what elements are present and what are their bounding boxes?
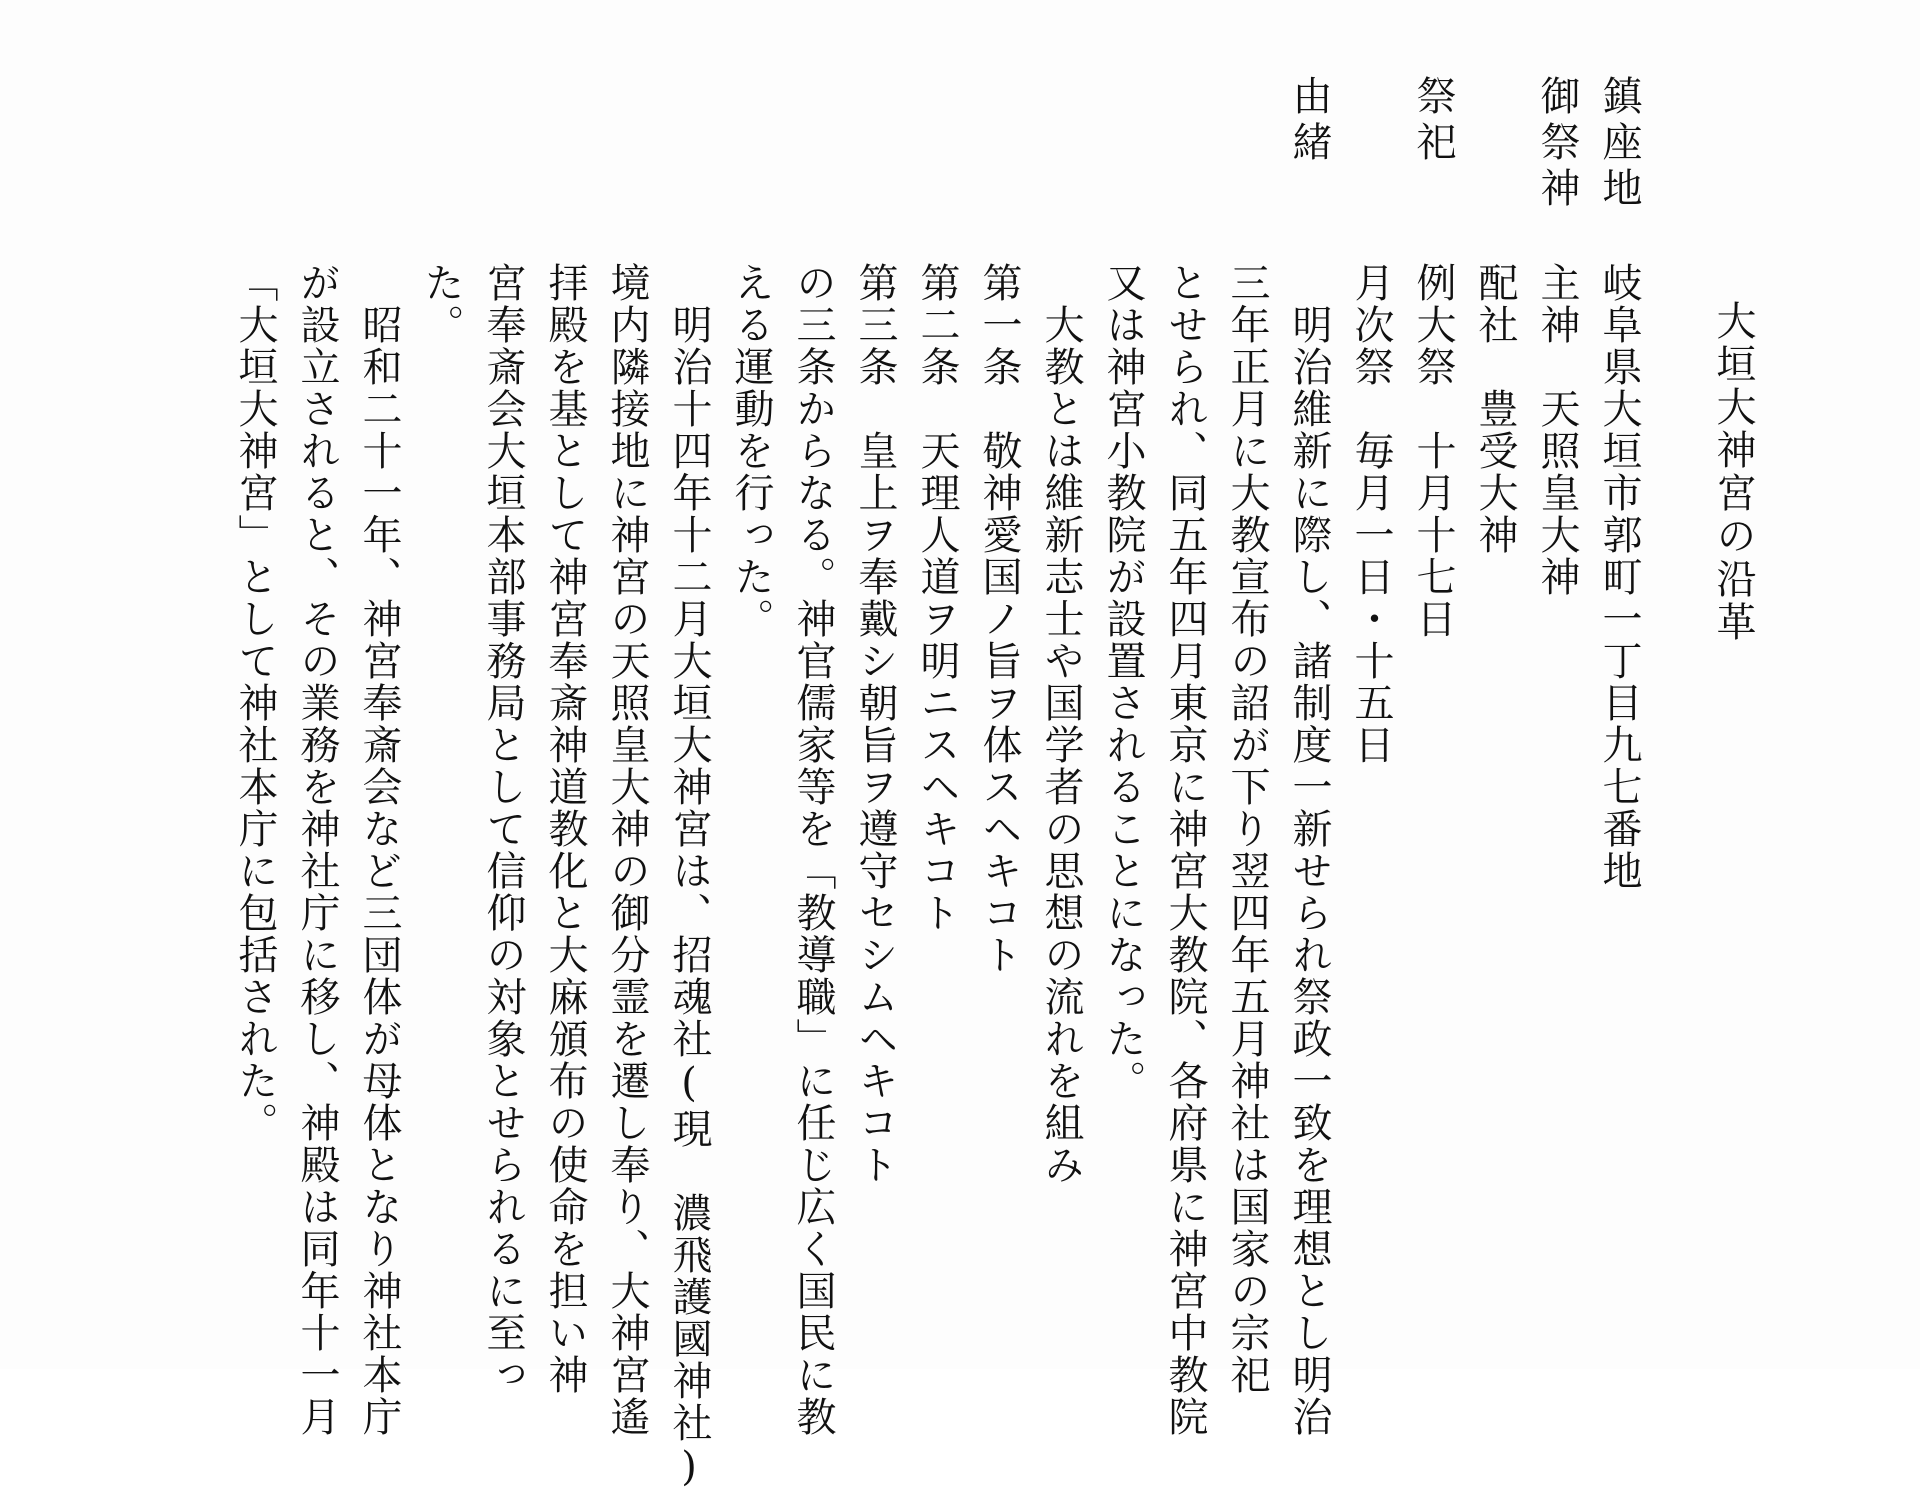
history-line: 第一条 敬神愛国ノ旨ヲ体スヘキコト [976, 262, 1022, 976]
history-line: 第二条 天理人道ヲ明ニスヘキコト [914, 262, 960, 934]
monthly-festival: 月次祭 毎月一日・十五日 [1348, 262, 1394, 766]
history-line: た。 [418, 262, 464, 346]
history-line: 「大垣大神宮」として神社本庁に包括された。 [232, 262, 278, 1144]
history-line: 境内隣接地に神宮の天照皇大神の御分霊を遷し奉り、大神宮遙 [604, 262, 650, 1438]
history-label: 由緒 [1286, 75, 1332, 167]
history-line: える運動を行った。 [728, 262, 774, 640]
main-deity: 主神 天照皇大神 [1534, 262, 1580, 598]
history-line: 明治維新に際し、諸制度一新せられ祭政一致を理想とし明治 [1286, 262, 1332, 1438]
location-value: 岐阜県大垣市郭町一丁目九七番地 [1596, 262, 1642, 892]
location-label: 鎮座地 [1596, 75, 1642, 213]
document-title: 大垣大神宮の沿革 [1710, 300, 1756, 644]
history-line: 宮奉斎会大垣本部事務局として信仰の対象とせられるに至っ [480, 262, 526, 1396]
history-line: 三年正月に大教宣布の詔が下り翌四年五月神社は国家の宗祀 [1224, 262, 1270, 1396]
history-line: 大教とは維新志士や国学者の思想の流れを組み [1038, 262, 1084, 1186]
history-line: 拝殿を基として神宮奉斎神道教化と大麻頒布の使命を担い神 [542, 262, 588, 1396]
festival-label: 祭祀 [1410, 75, 1456, 167]
history-line: 明治十四年十二月大垣大神宮は、招魂社(現 濃飛護國神社) [666, 262, 712, 1492]
history-line: とせられ、同五年四月東京に神宮大教院、各府県に神宮中教院 [1162, 262, 1208, 1438]
history-line: 又は神宮小教院が設置されることになった。 [1100, 262, 1146, 1102]
associated-deity: 配社 豊受大神 [1472, 262, 1518, 556]
deity-label: 御祭神 [1534, 75, 1580, 213]
annual-festival: 例大祭 十月十七日 [1410, 262, 1456, 640]
history-line: が設立されると、その業務を神社庁に移し、神殿は同年十一月 [294, 262, 340, 1438]
history-line: 昭和二十一年、神宮奉斎会など三団体が母体となり神社本庁 [356, 262, 402, 1438]
history-line: 第三条 皇上ヲ奉戴シ朝旨ヲ遵守セシムヘキコト [852, 262, 898, 1186]
history-line: の三条からなる。神官儒家等を「教導職」に任じ広く国民に教 [790, 262, 836, 1438]
